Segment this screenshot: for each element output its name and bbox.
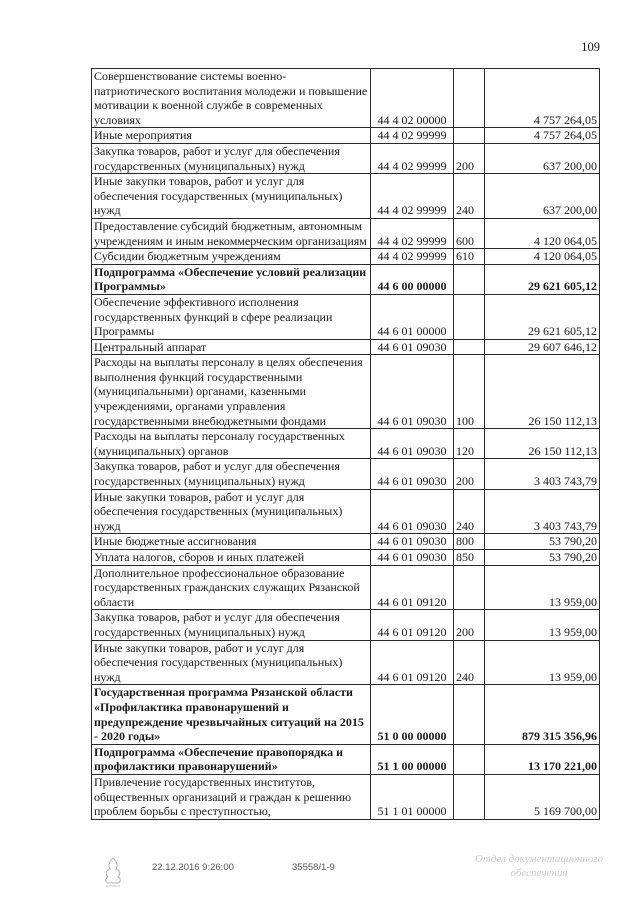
row-description: Субсидии бюджетным учреждениям — [92, 249, 371, 265]
row-amount: 637 200,00 — [485, 174, 600, 219]
row-amount: 637 200,00 — [485, 143, 600, 173]
row-expense-type — [454, 69, 485, 128]
page-number: 109 — [581, 40, 600, 54]
row-expense-type — [454, 685, 485, 744]
row-description: Уплата налогов, сборов и иных платежей — [92, 550, 371, 566]
watermark-line: Отдел документационного — [474, 853, 604, 865]
row-expense-type — [454, 565, 485, 610]
row-expense-type: 600 — [454, 218, 485, 248]
row-description: Иные мероприятия — [92, 128, 371, 144]
row-description: Иные закупки товаров, работ и услуг для обеспечения государственных (муниципальных) нужд — [92, 489, 371, 534]
row-description: Иные закупки товаров, работ и услуг для обеспечения государственных (муниципальных) нужд — [92, 174, 371, 219]
row-description: Дополнительное профессиональное образование государственных гражданских служащих Рязанской области — [92, 565, 371, 610]
table-row — [92, 534, 600, 550]
row-description: Закупка товаров, работ и услуг для обеспечения государственных (муниципальных) нужд — [92, 459, 371, 489]
row-expense-type — [454, 294, 485, 339]
row-target-code: 44 6 01 09030 — [371, 489, 454, 534]
row-expense-type: 800 — [454, 534, 485, 550]
row-amount: 4 757 264,05 — [485, 128, 600, 144]
stamp-icon — [102, 856, 124, 888]
row-target-code: 44 6 01 09120 — [371, 610, 454, 640]
row-description: Подпрограмма «Обеспечение правопорядка и профилактики правонарушений» — [92, 744, 371, 774]
row-amount: 4 757 264,05 — [485, 69, 600, 128]
row-description: Закупка товаров, работ и услуг для обеспечения государственных (муниципальных) нужд — [92, 610, 371, 640]
row-amount: 4 120 064,05 — [485, 218, 600, 248]
table-row — [92, 355, 600, 429]
row-target-code: 44 6 01 09030 — [371, 429, 454, 459]
watermark — [454, 852, 624, 880]
table-row — [92, 429, 600, 459]
row-target-code: 44 6 01 09030 — [371, 355, 454, 429]
row-expense-type: 850 — [454, 550, 485, 566]
row-description: Расходы на выплаты персоналу государственных (муниципальных) органов — [92, 429, 371, 459]
table-row — [92, 69, 600, 128]
row-description: Иные бюджетные ассигнования — [92, 534, 371, 550]
row-amount: 26 150 112,13 — [485, 355, 600, 429]
row-target-code: 44 4 02 99999 — [371, 128, 454, 144]
row-expense-type — [454, 128, 485, 144]
row-amount: 29 607 646,12 — [485, 339, 600, 355]
table-row — [92, 143, 600, 173]
table-row — [92, 489, 600, 534]
row-expense-type: 240 — [454, 174, 485, 219]
row-amount: 3 403 743,79 — [485, 459, 600, 489]
row-amount: 4 120 064,05 — [485, 249, 600, 265]
row-target-code: 44 4 02 99999 — [371, 143, 454, 173]
row-expense-type: 200 — [454, 610, 485, 640]
row-amount: 26 150 112,13 — [485, 429, 600, 459]
row-target-code: 51 1 01 00000 — [371, 774, 454, 819]
row-amount: 53 790,20 — [485, 550, 600, 566]
row-description: Привлечение государственных институтов, общественных организаций и граждан к решению проблем борьбы с преступностью, — [92, 774, 371, 819]
row-description: Иные закупки товаров, работ и услуг для обеспечения государственных (муниципальных) нужд — [92, 640, 371, 685]
row-amount: 3 403 743,79 — [485, 489, 600, 534]
row-expense-type — [454, 264, 485, 294]
row-description: Центральный аппарат — [92, 339, 371, 355]
row-expense-type: 200 — [454, 143, 485, 173]
table-row — [92, 459, 600, 489]
row-expense-type: 200 — [454, 459, 485, 489]
row-target-code: 44 4 02 99999 — [371, 218, 454, 248]
table-row — [92, 218, 600, 248]
row-amount: 879 315 356,96 — [485, 685, 600, 744]
footer-datetime: 22.12.2016 9:26:00 — [152, 862, 234, 873]
table-row — [92, 565, 600, 610]
table-row — [92, 264, 600, 294]
budget-table-body — [92, 69, 600, 820]
row-amount: 13 959,00 — [485, 565, 600, 610]
row-description: Расходы на выплаты персоналу в целях обеспечения выполнения функций государственными (муниципальными) органами, казенными учреждениями, органами управления государственными внебюджетными фондами — [92, 355, 371, 429]
row-amount: 29 621 605,12 — [485, 264, 600, 294]
row-description: Предоставление субсидий бюджетным, автономным учреждениям и иным некоммерческим организациям — [92, 218, 371, 248]
table-row — [92, 550, 600, 566]
table-row — [92, 774, 600, 819]
row-amount: 13 959,00 — [485, 640, 600, 685]
row-amount: 13 959,00 — [485, 610, 600, 640]
row-expense-type — [454, 774, 485, 819]
row-amount: 53 790,20 — [485, 534, 600, 550]
row-expense-type — [454, 339, 485, 355]
row-description: Подпрограмма «Обеспечение условий реализации Программы» — [92, 264, 371, 294]
table-row — [92, 249, 600, 265]
table-row — [92, 294, 600, 339]
row-expense-type: 240 — [454, 640, 485, 685]
row-target-code: 44 6 01 09030 — [371, 550, 454, 566]
row-target-code: 44 6 01 09120 — [371, 640, 454, 685]
table-row — [92, 744, 600, 774]
budget-table — [91, 68, 600, 820]
row-target-code: 44 6 01 00000 — [371, 294, 454, 339]
row-expense-type — [454, 744, 485, 774]
row-amount: 13 170 221,00 — [485, 744, 600, 774]
row-expense-type: 120 — [454, 429, 485, 459]
row-target-code: 44 6 00 00000 — [371, 264, 454, 294]
table-row — [92, 640, 600, 685]
row-description: Совершенствование системы военно-патриотического воспитания молодежи и повышение мотивации к военной службе в современных условиях — [92, 69, 371, 128]
row-amount: 5 169 700,00 — [485, 774, 600, 819]
row-description: Обеспечение эффективного исполнения государственных функций в сфере реализации Программы — [92, 294, 371, 339]
row-target-code: 44 6 01 09030 — [371, 459, 454, 489]
row-target-code: 51 1 00 00000 — [371, 744, 454, 774]
row-expense-type: 240 — [454, 489, 485, 534]
table-row — [92, 610, 600, 640]
footer-document-id: 35558/1-9 — [292, 862, 335, 873]
row-description: Государственная программа Рязанской области «Профилактика правонарушений и предупреждение чрезвычайных ситуаций на 2015 - 2020 годы» — [92, 685, 371, 744]
row-expense-type: 100 — [454, 355, 485, 429]
table-row — [92, 174, 600, 219]
row-target-code: 44 4 02 00000 — [371, 69, 454, 128]
row-target-code: 51 0 00 00000 — [371, 685, 454, 744]
row-target-code: 44 6 01 09030 — [371, 339, 454, 355]
table-row — [92, 128, 600, 144]
row-target-code: 44 4 02 99999 — [371, 249, 454, 265]
row-target-code: 44 6 01 09120 — [371, 565, 454, 610]
row-expense-type: 610 — [454, 249, 485, 265]
row-target-code: 44 6 01 09030 — [371, 534, 454, 550]
table-row — [92, 339, 600, 355]
row-description: Закупка товаров, работ и услуг для обеспечения государственных (муниципальных) нужд — [92, 143, 371, 173]
watermark-line: обеспечения — [510, 867, 568, 879]
row-target-code: 44 4 02 99999 — [371, 174, 454, 219]
table-row — [92, 685, 600, 744]
row-amount: 29 621 605,12 — [485, 294, 600, 339]
